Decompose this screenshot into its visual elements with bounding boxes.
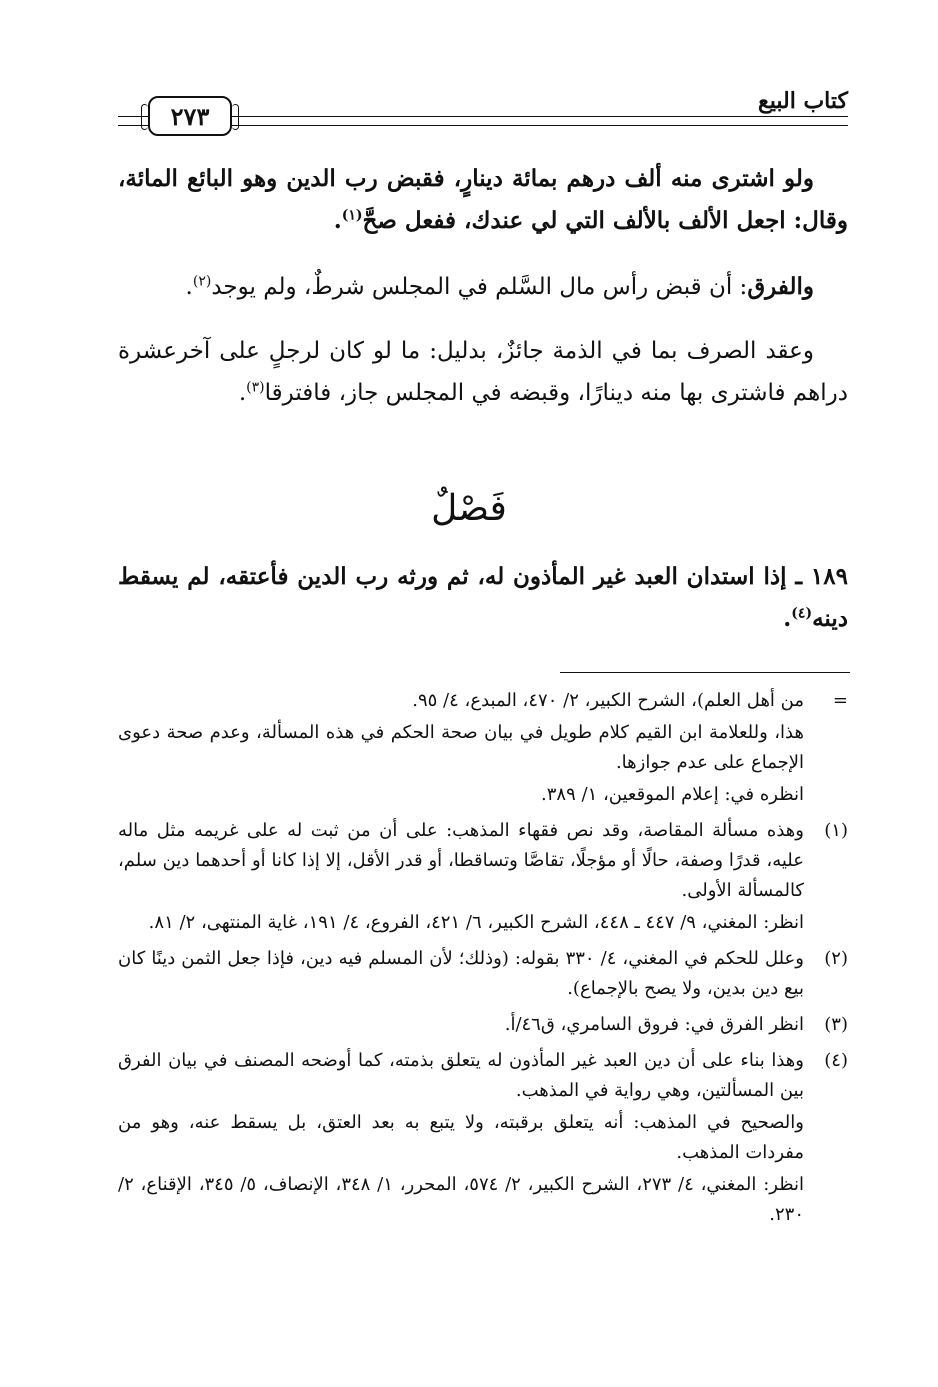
footnote-2 <box>118 944 848 1006</box>
footnote-ref-3: (٣) <box>246 379 265 396</box>
footnote-paragraph: انظر: المغني، ٩/ ٤٤٧ ـ ٤٤٨، الشرح الكبير، ٦/ ٤٢١، الفروع، ٤/ ١٩١، غاية المنتهى، ٢/ ٨١. <box>148 912 804 933</box>
footnote-paragraph: انظر: المغني، ٤/ ٢٧٣، الشرح الكبير، ٢/ ٥٧٤، المحرر، ١/ ٣٤٨، الإنصاف، ٥/ ٣٤٥، الإقناع، ٢/ ٢٣٠. <box>118 1174 804 1225</box>
header-rule <box>232 116 848 126</box>
paragraph-example: ولو اشترى منه ألف درهم بمائة دينارٍ، فقبض رب الدين وهو البائع المائة، وقال: اجعل الألف بالألف التي لي عندك، ففعل صحَّ$^{(١)}$. <box>118 165 848 234</box>
paragraph-sarf: وعقد الصرف بما في الذمة جائزٌ، بدليل: ما لو كان لرجلٍ على آخرعشرة دراهم فاشترى بها منه دينارًا، وقبضه في المجلس جاز، فافترقا$^{(٣)}$. <box>118 338 848 406</box>
footnote-paragraph: والصحيح في المذهب: أنه يتعلق برقبته، ولا يتبع به بعد العتق، بل يسقط عنه، وهو من مفردات المذهب. <box>118 1112 804 1163</box>
section-heading: فَصْلٌ <box>431 488 507 529</box>
footnote-ref-4: (٤) <box>791 605 813 622</box>
paragraph-difference: والفرق: أن قبض رأس مال السَّلم في المجلس شرطٌ، ولم يوجد$^{(٢)}$. <box>185 273 814 300</box>
footnote-ref-1: (١) <box>341 207 363 224</box>
paragraph-189-text: إذا استدان العبد غير المأذون له، ثم ورثه رب الدين فأعتقه، لم يسقط دينه <box>118 563 848 632</box>
footnote-ref-2: (٢) <box>192 273 212 290</box>
footnote-marker: (٤) <box>824 1050 848 1071</box>
footnote-marker: = <box>832 690 848 711</box>
difference-label: والفرق <box>747 273 814 300</box>
paragraph-189: ١٨٩ ـ إذا استدان العبد غير المأذون له، ثم ورثه رب الدين فأعتقه، لم يسقط دينه$^{(٤)}$. <box>118 563 848 632</box>
footnotes <box>118 686 848 1236</box>
footnote-paragraph: انظره في: إعلام الموقعين، ١/ ٣٨٩. <box>541 784 804 805</box>
footnote-paragraph: هذا، وللعلامة ابن القيم كلام طويل في بيان صحة الحكم في هذه المسألة، وعدم صحة دعوى الإجماع على عدم جوازها. <box>118 722 804 773</box>
footnote-1 <box>118 816 848 940</box>
footnote-4 <box>118 1046 848 1232</box>
footnote-separator <box>560 672 850 673</box>
paragraph-189-number: ١٨٩ ـ <box>786 563 848 590</box>
footnote-marker: (٢) <box>824 948 848 969</box>
footnote-paragraph: انظر الفرق في: فروق السامري، ق٤٦/أ. <box>504 1014 804 1035</box>
running-header-title: كتاب البيع <box>758 88 848 114</box>
paragraph-example-text: ولو اشترى منه ألف درهم بمائة دينارٍ، فقبض رب الدين وهو البائع المائة، وقال: اجعل الألف بالألف التي لي عندك، ففعل صحَّ <box>118 165 848 234</box>
page-number: ٢٧٣ <box>170 101 210 131</box>
footnote-marker: (١) <box>824 820 848 841</box>
paragraph-sarf-text: وعقد الصرف بما في الذمة جائزٌ، بدليل: ما لو كان لرجلٍ على آخرعشرة دراهم فاشترى بها منه دينارًا، وقبضه في المجلس جاز، فافترقا <box>118 338 848 406</box>
footnote-paragraph: وهذا بناء على أن دين العبد غير المأذون له يتعلق بذمته، كما أوضحه المصنف في بيان الفرق بين المسألتين، وهي رواية في المذهب. <box>118 1050 804 1101</box>
paragraph-difference-text: : أن قبض رأس مال السَّلم في المجلس شرطٌ، ولم يوجد <box>211 274 748 300</box>
footnote-paragraph: وهذه مسألة المقاصة، وقد نص فقهاء المذهب: على أن من ثبت له على غريمه مثل ماله عليه، قدرًا وصفة، حالًا أو مؤجلًا، تقاصَّا وتساقطا، أو قدر الأقل، إلا إذا كانا أو أحدهما دين سلم، كالمسألة الأولى. <box>118 820 804 901</box>
footnote-continued <box>118 686 848 812</box>
footnote-marker: (٣) <box>824 1014 848 1035</box>
footnote-paragraph: من أهل العلم)، الشرح الكبير، ٢/ ٤٧٠، المبدع، ٤/ ٩٥. <box>412 690 804 711</box>
page-number-frame <box>148 96 232 136</box>
footnote-3 <box>118 1010 848 1042</box>
footnote-paragraph: وعلل للحكم في المغني، ٤/ ٣٣٠ بقوله: (وذلك؛ لأن المسلم فيه دين، فإذا جعل الثمن دينًا كان بيع دين بدين، ولا يصح بالإجماع). <box>118 948 804 999</box>
